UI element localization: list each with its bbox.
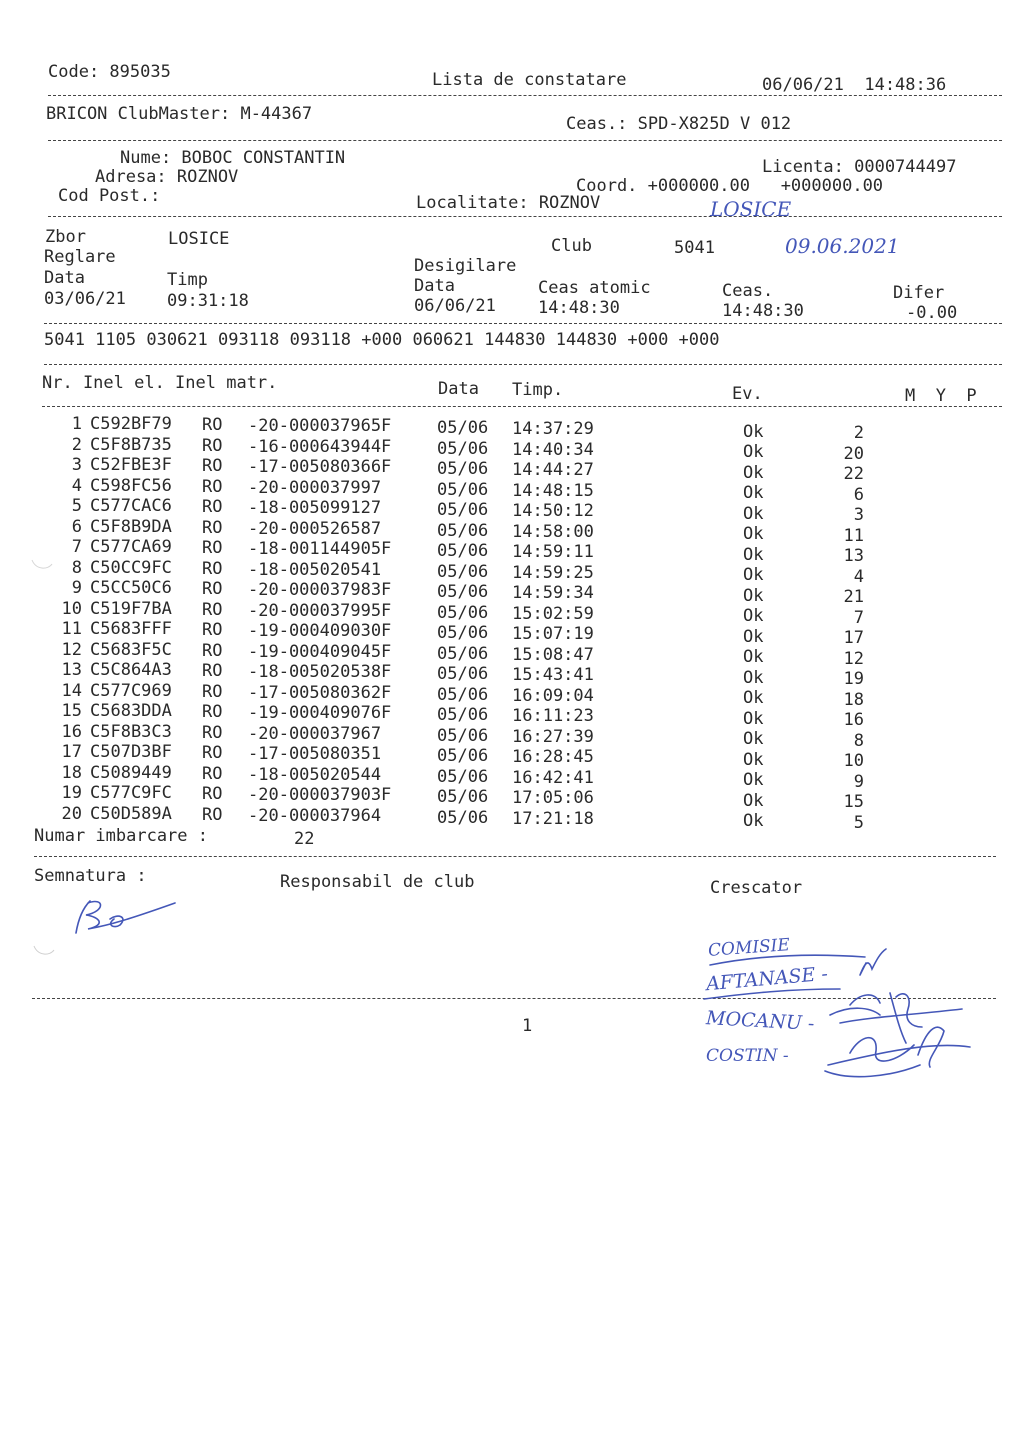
placement: 11	[843, 525, 864, 546]
electronic-ring: C519F7BA	[90, 598, 172, 619]
table-row	[0, 434, 1024, 464]
arrival-time: 16:11:23	[512, 706, 594, 727]
country-code: RO	[202, 435, 223, 456]
electronic-ring: C5089449	[90, 762, 172, 783]
arrival-time: 17:21:18	[512, 808, 594, 829]
ring-number: -18-005020544	[248, 764, 382, 785]
table-row	[0, 721, 1024, 751]
table-row	[0, 496, 1024, 526]
clock-model: Ceas.: SPD-X825D V 012	[566, 114, 792, 134]
row-number: 15	[61, 701, 82, 722]
desig-atomic-time: 14:48:30	[538, 298, 620, 318]
country-code: RO	[202, 517, 223, 538]
placement: 3	[853, 505, 864, 526]
club-label: Club	[551, 236, 592, 256]
arrival-time: 14:37:29	[512, 419, 594, 440]
reglare-label: Reglare	[44, 247, 116, 267]
country-code: RO	[202, 558, 223, 579]
ring-number: -18-001144905F	[248, 539, 392, 560]
placement: 6	[853, 484, 864, 505]
arrival-date: 05/06	[437, 664, 489, 685]
arrival-date: 05/06	[437, 418, 489, 439]
table-row	[0, 803, 1024, 833]
event-status: Ok	[743, 811, 764, 832]
arrival-time: 15:08:47	[512, 644, 594, 665]
table-row	[0, 475, 1024, 505]
ring-number: -20-000037903F	[248, 785, 392, 806]
arrival-time: 14:59:34	[512, 583, 594, 604]
ring-number: -20-000037997	[248, 477, 382, 498]
handwritten-member-2: MOCANU -	[705, 1007, 815, 1035]
arrival-date: 05/06	[437, 746, 489, 767]
event-status: Ok	[743, 483, 764, 504]
electronic-ring: C598FC56	[90, 475, 172, 496]
table-row	[0, 660, 1024, 690]
table-row	[0, 742, 1024, 772]
electronic-ring: C5F8B9DA	[90, 516, 172, 537]
row-number: 10	[61, 598, 82, 619]
reglare-timp-label: Timp	[167, 270, 208, 290]
placement: 5	[853, 812, 864, 833]
placement: 16	[843, 710, 864, 731]
divider	[34, 856, 996, 857]
arrival-date: 05/06	[437, 807, 489, 828]
clock-code-line: 5041 1105 030621 093118 093118 +000 060621 144830 144830 +000 +000	[44, 330, 720, 350]
ring-number: -20-000526587	[248, 518, 382, 539]
electronic-ring: C5C864A3	[90, 660, 172, 681]
electronic-ring: C5F8B735	[90, 434, 172, 455]
row-number: 19	[61, 783, 82, 804]
electronic-ring: C577CA69	[90, 537, 172, 558]
table-row	[0, 455, 1024, 485]
event-status: Ok	[743, 626, 764, 647]
placement: 21	[843, 587, 864, 608]
arrival-time: 15:43:41	[512, 665, 594, 686]
col-header-event: Ev.	[732, 384, 763, 404]
electronic-ring: C592BF79	[90, 414, 172, 435]
event-status: Ok	[743, 585, 764, 606]
table-row	[0, 619, 1024, 649]
boarding-count-value: 22	[294, 829, 315, 849]
arrival-date: 05/06	[437, 787, 489, 808]
row-number: 2	[71, 434, 82, 455]
page-number: 1	[522, 1016, 533, 1036]
ring-number: -20-000037964	[248, 805, 382, 826]
placement: 19	[843, 669, 864, 690]
print-datetime: 06/06/21 14:48:36	[762, 75, 947, 95]
arrival-date: 05/06	[437, 500, 489, 521]
event-status: Ok	[743, 708, 764, 729]
row-number: 18	[61, 762, 82, 783]
desig-date: 06/06/21	[414, 296, 496, 316]
placement: 17	[843, 628, 864, 649]
arrival-date: 05/06	[437, 725, 489, 746]
ring-number: -20-000037983F	[248, 580, 392, 601]
zbor-value: LOSICE	[168, 229, 230, 249]
arrival-date: 05/06	[437, 459, 489, 480]
arrival-time: 14:40:34	[512, 439, 594, 460]
divider	[48, 95, 1002, 96]
owner-name: Nume: BOBOC CONSTANTIN	[120, 148, 346, 168]
country-code: RO	[202, 661, 223, 682]
country-code: RO	[202, 476, 223, 497]
ceas-atomic-label: Ceas atomic	[538, 278, 651, 298]
handwritten-place: LOSICE	[710, 197, 792, 221]
event-status: Ok	[743, 565, 764, 586]
electronic-ring: C577C969	[90, 680, 172, 701]
document-code: Code: 895035	[48, 62, 171, 82]
club-responsible-label: Responsabil de club	[280, 872, 475, 892]
electronic-ring: C577C9FC	[90, 783, 172, 804]
arrival-time: 16:42:41	[512, 767, 594, 788]
placement: 7	[853, 607, 864, 628]
country-code: RO	[202, 620, 223, 641]
arrival-time: 14:58:00	[512, 521, 594, 542]
country-code: RO	[202, 538, 223, 559]
electronic-ring: C507D3BF	[90, 742, 172, 763]
event-status: Ok	[743, 421, 764, 442]
placement: 10	[843, 751, 864, 772]
table-row	[0, 598, 1024, 628]
desigilare-label: Desigilare	[414, 256, 517, 276]
handwritten-member-3: COSTIN -	[706, 1046, 789, 1066]
arrival-time: 16:28:45	[512, 747, 594, 768]
row-number: 5	[71, 496, 82, 517]
table-row	[0, 414, 1024, 444]
event-status: Ok	[743, 524, 764, 545]
placement: 9	[853, 771, 864, 792]
row-number: 6	[71, 516, 82, 537]
table-row	[0, 701, 1024, 731]
ring-number: -17-005080362F	[248, 682, 392, 703]
event-status: Ok	[743, 503, 764, 524]
ring-number: -19-000409045F	[248, 641, 392, 662]
arrival-date: 05/06	[437, 684, 489, 705]
row-number: 8	[71, 557, 82, 578]
row-number: 14	[61, 680, 82, 701]
col-header-time: Timp.	[512, 380, 564, 400]
event-status: Ok	[743, 729, 764, 750]
breeder-label: Crescator	[710, 878, 803, 898]
event-status: Ok	[743, 790, 764, 811]
ring-number: -18-005020538F	[248, 662, 392, 683]
table-row	[0, 783, 1024, 813]
event-status: Ok	[743, 442, 764, 463]
event-status: Ok	[743, 647, 764, 668]
row-number: 20	[61, 803, 82, 824]
ring-number: -19-000409030F	[248, 621, 392, 642]
zbor-label: Zbor	[45, 227, 86, 247]
country-code: RO	[202, 763, 223, 784]
placement: 22	[843, 464, 864, 485]
arrival-time: 14:44:27	[512, 460, 594, 481]
arrival-date: 05/06	[437, 705, 489, 726]
license-number: Licenta: 0000744497	[762, 157, 957, 177]
arrival-date: 05/06	[437, 602, 489, 623]
country-code: RO	[202, 640, 223, 661]
arrival-time: 15:07:19	[512, 624, 594, 645]
country-code: RO	[202, 681, 223, 702]
electronic-ring: C5683DDA	[90, 701, 172, 722]
table-row	[0, 639, 1024, 669]
signature-label: Semnatura :	[34, 866, 147, 886]
placement: 18	[843, 689, 864, 710]
arrival-date: 05/06	[437, 643, 489, 664]
ring-number: -18-005099127	[248, 498, 382, 519]
arrival-date: 05/06	[437, 479, 489, 500]
ring-number: -17-005080351	[248, 744, 382, 765]
divider	[42, 406, 1002, 407]
row-number: 16	[61, 721, 82, 742]
ring-number: -20-000037967	[248, 723, 382, 744]
arrival-date: 05/06	[437, 582, 489, 603]
row-number: 3	[71, 455, 82, 476]
punch-hole-mark	[32, 944, 56, 958]
table-row	[0, 680, 1024, 710]
placement: 8	[853, 730, 864, 751]
electronic-ring: C50CC9FC	[90, 557, 172, 578]
electronic-ring: C577CAC6	[90, 496, 172, 517]
divider	[44, 364, 1002, 365]
reglare-date: 03/06/21	[44, 289, 126, 309]
arrival-date: 05/06	[437, 541, 489, 562]
arrival-date: 05/06	[437, 520, 489, 541]
electronic-ring: C50D589A	[90, 803, 172, 824]
country-code: RO	[202, 722, 223, 743]
table-row	[0, 762, 1024, 792]
row-number: 17	[61, 742, 82, 763]
event-status: Ok	[743, 667, 764, 688]
arrival-time: 17:05:06	[512, 788, 594, 809]
event-status: Ok	[743, 749, 764, 770]
electronic-ring: C5683FFF	[90, 619, 172, 640]
country-code: RO	[202, 784, 223, 805]
country-code: RO	[202, 579, 223, 600]
country-code: RO	[202, 497, 223, 518]
coordinates: Coord. +000000.00 +000000.00	[576, 176, 884, 196]
table-row	[0, 578, 1024, 608]
electronic-ring: C52FBE3F	[90, 455, 172, 476]
arrival-date: 05/06	[437, 623, 489, 644]
row-number: 9	[71, 578, 82, 599]
postal-code: Cod Post.:	[58, 186, 161, 206]
arrival-time: 16:27:39	[512, 726, 594, 747]
document-title: Lista de constatare	[432, 70, 627, 90]
desig-clock-time: 14:48:30	[722, 301, 804, 321]
row-number: 1	[71, 414, 82, 435]
divider	[48, 216, 1002, 217]
placement: 4	[853, 566, 864, 587]
club-value: 5041	[674, 238, 715, 258]
row-number: 11	[61, 619, 82, 640]
country-code: RO	[202, 702, 223, 723]
handwritten-member-1: AFTANASE -	[705, 962, 829, 996]
divider	[48, 140, 1002, 141]
ring-number: -17-005080366F	[248, 457, 392, 478]
difer-label: Difer	[893, 283, 945, 303]
country-code: RO	[202, 415, 223, 436]
table-row	[0, 516, 1024, 546]
arrival-date: 05/06	[437, 561, 489, 582]
reglare-time: 09:31:18	[167, 291, 249, 311]
owner-address: Adresa: ROZNOV	[95, 167, 239, 187]
arrival-date: 05/06	[437, 766, 489, 787]
table-row	[0, 537, 1024, 567]
arrival-time: 16:09:04	[512, 685, 594, 706]
clubmaster-id: BRICON ClubMaster: M-44367	[46, 104, 313, 124]
ring-number: -18-005020541	[248, 559, 382, 580]
placement: 15	[843, 792, 864, 813]
country-code: RO	[202, 599, 223, 620]
electronic-ring: C5CC50C6	[90, 578, 172, 599]
punch-hole-mark	[30, 558, 54, 572]
col-header-rings: Nr. Inel el. Inel matr.	[42, 373, 278, 393]
event-status: Ok	[743, 770, 764, 791]
reglare-data-label: Data	[44, 268, 85, 288]
row-number: 4	[71, 475, 82, 496]
signature-scribble	[70, 895, 180, 940]
arrival-time: 14:59:25	[512, 562, 594, 583]
row-number: 13	[61, 660, 82, 681]
country-code: RO	[202, 743, 223, 764]
event-status: Ok	[743, 688, 764, 709]
divider	[44, 323, 1002, 324]
event-status: Ok	[743, 606, 764, 627]
country-code: RO	[202, 804, 223, 825]
electronic-ring: C5F8B3C3	[90, 721, 172, 742]
col-header-date: Data	[438, 379, 479, 399]
placement: 20	[843, 443, 864, 464]
event-status: Ok	[743, 544, 764, 565]
ring-number: -20-000037965F	[248, 416, 392, 437]
electronic-ring: C5683F5C	[90, 639, 172, 660]
handwritten-commission-title: COMISIE	[707, 935, 791, 961]
row-number: 7	[71, 537, 82, 558]
desig-data-label: Data	[414, 276, 455, 296]
event-status: Ok	[743, 462, 764, 483]
country-code: RO	[202, 456, 223, 477]
locality: Localitate: ROZNOV	[416, 193, 601, 213]
table-row	[0, 557, 1024, 587]
handwritten-date: 09.06.2021	[785, 234, 900, 258]
ceas-label: Ceas.	[722, 281, 774, 301]
arrival-time: 15:02:59	[512, 603, 594, 624]
row-number: 12	[61, 639, 82, 660]
arrival-date: 05/06	[437, 438, 489, 459]
placement: 2	[853, 423, 864, 444]
placement: 12	[843, 648, 864, 669]
arrival-time: 14:48:15	[512, 480, 594, 501]
col-header-myp: M Y P	[905, 386, 977, 406]
ring-number: -20-000037995F	[248, 600, 392, 621]
ring-number: -19-000409076F	[248, 703, 392, 724]
placement: 13	[843, 546, 864, 567]
ring-number: -16-000643944F	[248, 436, 392, 457]
commission-signatures	[700, 935, 1000, 1090]
arrival-time: 14:59:11	[512, 542, 594, 563]
difer-value: -0.00	[906, 303, 958, 323]
arrival-time: 14:50:12	[512, 501, 594, 522]
boarding-count-label: Numar imbarcare :	[34, 826, 208, 846]
